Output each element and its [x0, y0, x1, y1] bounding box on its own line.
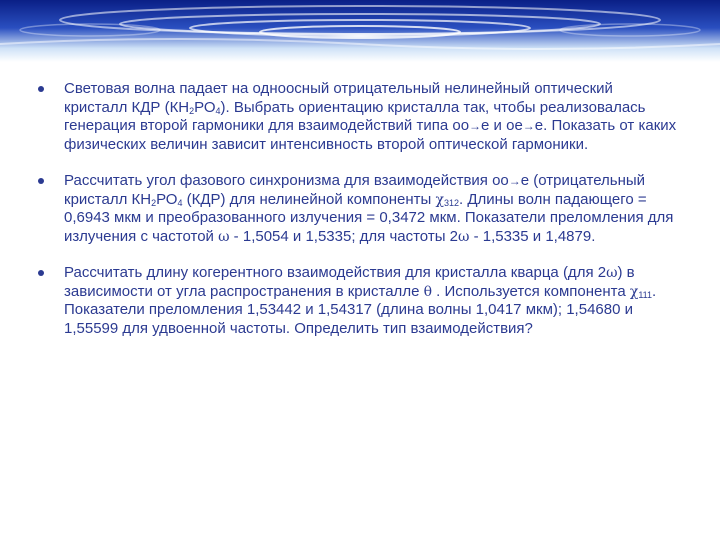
- arrow-icon: →: [469, 119, 482, 133]
- task-3: [38, 264, 678, 338]
- bullet-dot: [38, 86, 44, 92]
- task-1: [38, 80, 678, 154]
- header-banner: [0, 0, 720, 62]
- arrow-icon: →: [508, 174, 521, 188]
- slide-content: [38, 80, 678, 356]
- task-2: [38, 172, 678, 246]
- task-3-text: Рассчитать длину когерентного взаимодействия для кристалла кварца (для 2ω) в зависимости от угла распространения в кристалле θ . Используется компонента $\chi_{111}$. Показатели преломления 1,53442 и 1,54317 (длина волны 1,0417 мкм); 1,54680 и 1,55599 для удвоенной частоты. Определить тип взаимодействия?: [64, 264, 657, 337]
- task-2-text: Рассчитать угол фазового синхронизма для взаимодействия оо→е (отрицательный кристалл $КН_2РО_4$ (КДР) для нелинейной компоненты $\chi_{312}$. Длины волн падающего = 0,6943 мкм и преобразованного излучения = 0,3472 мкм. Показатели преломления для излучения с частотой ω - 1,5054 и 1,5335; для частоты 2ω - 1,5335 и 1,4879.: [64, 172, 674, 245]
- water-ripple-icon: [0, 0, 720, 62]
- task-1-text: Световая волна падает на одноосный отрицательный нелинейный оптический кристалл КДР $(КН_2РО_4)$. Выбрать ориентацию кристалла так, чтобы реализовалась генерация второй гармоники для взаимодействий типа оо→е и ое→е. Показать от каких физических величин зависит интенсивность второй оптической гармоники.: [64, 80, 677, 153]
- bullet-dot: [38, 178, 44, 184]
- arrow-icon: →: [522, 119, 535, 133]
- bullet-dot: [38, 270, 44, 276]
